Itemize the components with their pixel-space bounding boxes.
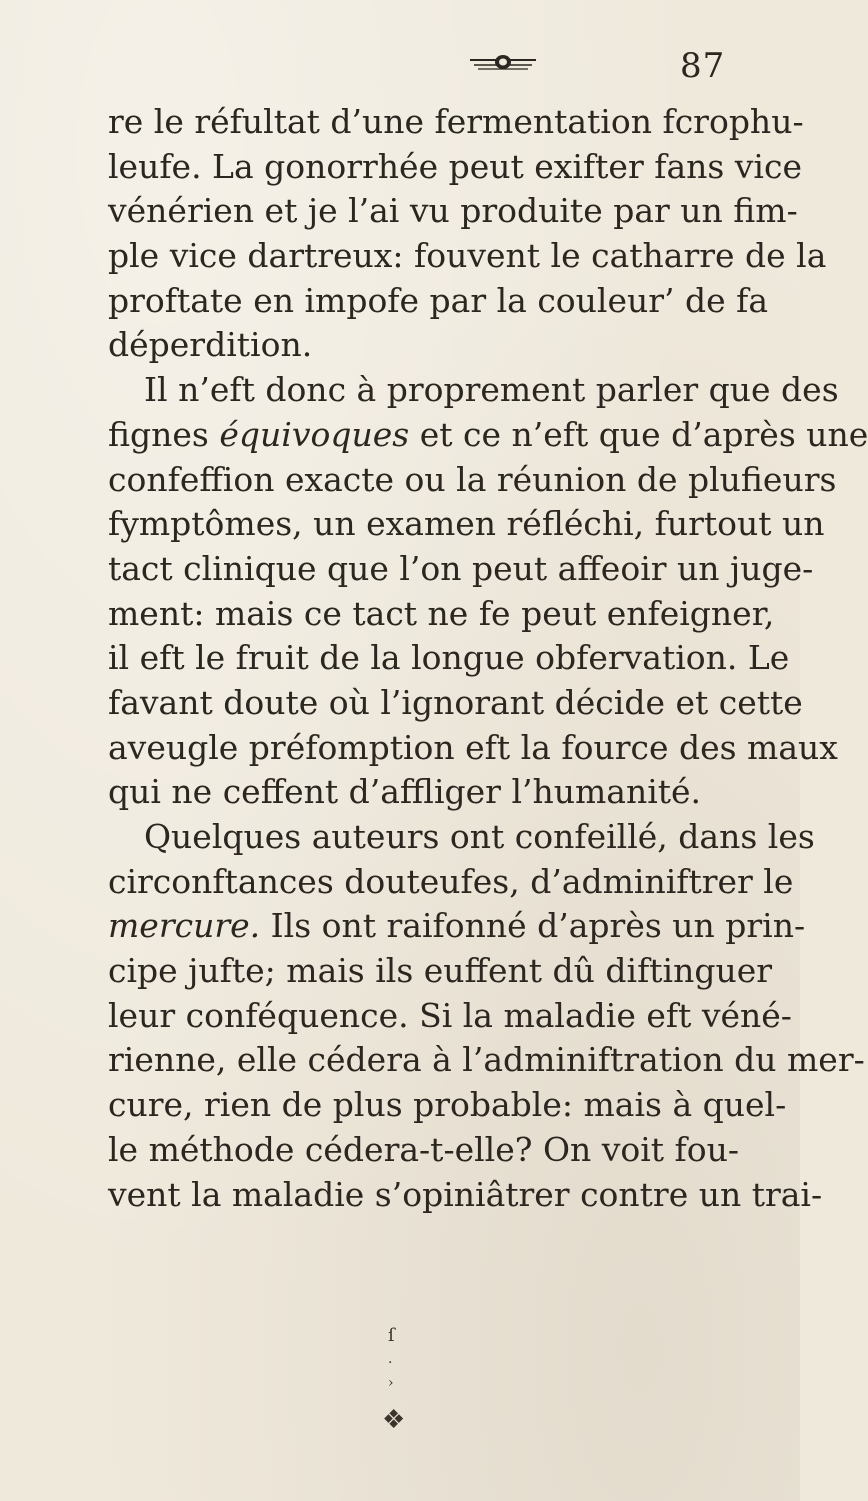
text-fragment: Ils ont raifonné d’après un prin-: [270, 906, 806, 946]
text-line: Il n’eft donc à proprement parler que des: [144, 370, 839, 410]
text-line: tact clinique que l’on peut affeoir un juge-: [108, 548, 814, 588]
text-line: vénérien et je l’ai vu produite par un fim-: [108, 191, 798, 231]
text-line: [108, 413, 868, 458]
text-line: re le réfultat d’une fermentation fcrophu-: [108, 102, 804, 141]
text-line: le méthode cédera-t-elle? On voit fou-: [108, 1129, 740, 1169]
page-number: 87: [680, 46, 726, 86]
text-line: aveugle préfomption eft la fource des maux: [108, 727, 838, 767]
text-line: ple vice dartreux: fouvent le catharre de la: [108, 236, 827, 276]
text-line: leufe. La gonorrhée peut exifter fans vice: [108, 146, 802, 186]
running-head: [0, 46, 800, 86]
catchword-marks: [380, 1325, 420, 1485]
text-line: ment: mais ce tact ne fe peut enfeigner,: [108, 593, 775, 633]
ornament-icon: [468, 52, 538, 74]
text-line: proftate en impofe par la couleur’ de fa: [108, 280, 769, 320]
text-line: qui ne ceffent d’affliger l’humanité.: [108, 772, 702, 812]
text-fragment: fignes: [108, 414, 209, 454]
text-line: circonftances douteufes, d’adminiftrer le: [108, 861, 794, 901]
text-line: fymptômes, un examen réfléchi, furtout un: [108, 504, 825, 544]
text-line: cipe jufte; mais ils euffent dû diftinguer: [108, 951, 773, 991]
text-line: vent la maladie s’opiniâtrer contre un trai-: [108, 1174, 823, 1214]
text-line: favant doute où l’ignorant décide et cette: [108, 682, 803, 722]
catchword-mark: ſ: [388, 1325, 395, 1346]
italic-term: équivoques: [219, 414, 410, 454]
text-line: [108, 904, 806, 949]
body-text: [108, 100, 868, 1217]
italic-term: mercure.: [108, 906, 261, 946]
text-line: leur conféquence. Si la maladie eft véné-: [108, 995, 792, 1035]
text-line: déperdition.: [108, 325, 313, 365]
catchword-mark: ›: [388, 1375, 394, 1391]
text-line: il eft le fruit de la longue obfervation. Le: [108, 638, 790, 678]
text-fragment: et ce n’eft que d’après une: [419, 414, 868, 454]
text-line: confeffion exacte ou la réunion de plufieurs: [108, 459, 837, 499]
catchword-mark: ·: [388, 1355, 393, 1371]
text-line: cure, rien de plus probable: mais à quel-: [108, 1085, 787, 1125]
text-line: Quelques auteurs ont confeillé, dans les: [144, 817, 815, 856]
text-line: rienne, elle cédera à l’adminiftration du mer-: [108, 1040, 865, 1080]
fleuron-icon: ❖: [382, 1405, 406, 1435]
